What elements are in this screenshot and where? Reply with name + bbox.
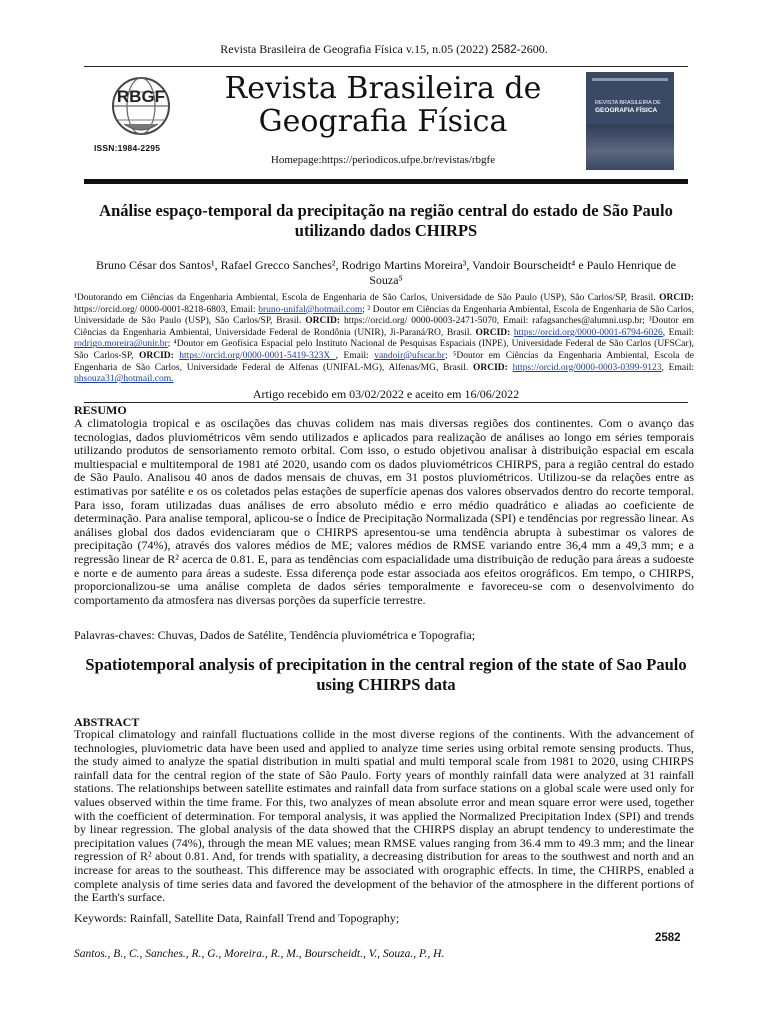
header-rule-top [84, 66, 688, 67]
header-rule-bottom [84, 179, 688, 184]
journal-title-line2: Geografia Física [258, 104, 508, 139]
affil-5-orcid-link[interactable]: https://orcid.org/0000-0003-0399-9123 [512, 362, 662, 373]
abstract-text: Tropical climatology and rainfall fluctuations collide in the most diverse regions of the continents. With the advancement of technologies, pluviometric data have been used and applied to analyze time series using orbital remote sensing products. Thus, the study aimed to analyze the spatial distribution in multi spatial and multi temporal scale from 1981 to 2020, using CHIRPS rainfall data for the central region of the state of São Paulo. Forty years of monthly rainfall data were analyzed at 31 rainfall stations. The relationships between satellite estimates and rainfall data from surface stations on a global scale were used only for values observed within the time frame. For this, two analyzes of mean absolute error and mean square error were used, together with the coefficient of determination. For temporal analysis, it was applied the Normalized Precipitation Index (SPI) and trends by linear regression. The global analysis of the data showed that the CHIRPS display an abrupt tendency to underestimate the precipitation values (74%), through the mean ME values; mean RMSE values ranging from 36.4 mm to 49.3 mm; and the linear regression of R² about 0.81. And, for trends with spatiality, a decreasing distribution for areas to the southwest and north and an increase for areas to the southeast. This difference may be associated with orographic effects. In time, the CHIRPS, enabled a complete analysis of time series data and favored the development of the behavior of the atmosphere in the different portions of the Earth's surface. [74, 727, 694, 905]
cover-strip [592, 78, 668, 81]
running-head [0, 42, 768, 57]
journal-title-line1: Revista Brasileira de [224, 71, 542, 106]
resumo-rule [84, 402, 688, 403]
affil-1-orcid: https://orcid.org/ 0000-0001-8218-6803, Email: [74, 304, 259, 315]
orcid-label-1: ORCID: [659, 293, 694, 303]
cover-line2: GEOGRAFIA FÍSICA [595, 107, 658, 114]
page-number: 2582 [655, 932, 681, 944]
affil-2-orcid: https://orcid.org/ 0000-0003-2471-5070, Email: rafagsanches@alumni.usp.br; [340, 316, 649, 327]
affil-3-email-link[interactable]: rodrigo.moreira@unir.br [74, 339, 168, 350]
abstract-heading: ABSTRACT [74, 715, 140, 729]
orcid-label-2: ORCID: [305, 316, 341, 327]
running-head-text: Revista Brasileira de Geografia Física v.15, n.05 (2022) [220, 42, 492, 56]
affil-3-email-label: , Email: [662, 327, 695, 338]
affiliations [74, 293, 694, 386]
journal-homepage[interactable]: Homepage:https://periodicos.ufpe.br/revistas/rbgfe [270, 154, 496, 166]
affil-4: ; ⁴Doutor em Geofísica Espacial pelo Instituto Nacional de Pesquisas Espaciais (INPE), Universidade Federal de São Carlos (UFSCar), São Carlos-SP, [74, 339, 694, 361]
orcid-label-4: ORCID: [138, 350, 174, 361]
footer-citation: Santos., B., C., Sanches., R., G., Moreira., R., M., Bourscheidt., V., Souza., P., H. [74, 948, 445, 960]
keywords-en: Keywords: Rainfall, Satellite Data, Rainfall Trend and Topography; [74, 911, 400, 925]
running-head-pages: 2582 [491, 44, 517, 56]
journal-cover [586, 72, 674, 170]
affil-4-email-label: , Email: [335, 350, 375, 361]
affil-3: ³Doutor em Ciências da Engenharia Ambiental, Universidade Federal de Rondônia (UNIR), Ji-Paraná/RO, Brasil. [74, 316, 694, 338]
resumo-heading: RESUMO [74, 403, 127, 417]
running-head-pages-rest: -2600. [516, 42, 548, 56]
cover-line1: REVISTA BRASILEIRA DE [595, 100, 661, 106]
journal-title [218, 72, 548, 138]
affil-5-email-label: , Email: [661, 362, 695, 373]
affil-5-email-link[interactable]: phsouza31@hotmail.com. [74, 374, 174, 385]
keywords-pt: Palavras-chaves: Chuvas, Dados de Satélite, Tendência pluviométrica e Topografia; [74, 628, 476, 642]
affil-2: ; ² Doutor em Ciências da Engenharia Ambiental, Escola de Engenharia de São Carlos, Universidade de São Paulo (USP), São Carlos/SP, Brasil. [74, 304, 694, 327]
orcid-label-5: ORCID: [472, 362, 508, 373]
resumo-text: A climatologia tropical e as oscilações das chuvas colidem nas mais diversas regiões dos continentes. Com o avanço das tecnologias, dados pluviométricos vêm sendo utilizados e aplicados para realização de análises ao longo em séries temporais utilizando produtos de sensoriamento remoto orbital. Com isso, o estudo objetivou analisar à distribuição espacial em escala multiespacial e multitemporal de 1981 até 2020, usando com os dados pluviométricos CHIRPS, para a região central do estado de São Paulo. Analisou 40 anos de dados mensais de chuvas, em 31 postos pluviométricos. Utilizou-se da relações entre as estimativas por satélite e os os coletados pelas estações de superfície apenas dos valores observados dentro do recorte temporal. Para isso, foram utilizadas duas análises de erro absoluto médio e erro médio quadrático e aliadas ao coeficiente de determinação. Para analise temporal, aplicou-se o Índice de Precipitação Normalizada (SPI) e tendências por regressão linear. As análises global dos dados evidenciaram que o CHIRPS apresentou-se uma tendência abrupta à subestimar os valores de precipitação (74%), através dos valores médios de ME; valores médios de RMSE variando entre 36,4 mm a 49,3 mm; e a regressão linear de R² acerca de 0.81. E, para as tendências com espacialidade uma distribuição de redução para áreas a sudoeste e norte e de aumento para áreas a sudeste. Essa diferença pode estar associada aos efeitos orográficos. Em tempo, o CHIRPS, proporcionalizou-se uma análise completa de dados séries temporalmente e favoreceu-se com o desenvolvimento do comportamento da atmosfera nas diversas porções da superfície terrestre. [74, 416, 694, 607]
cover-title [595, 100, 671, 115]
affil-1-email-link[interactable]: bruno-unifal@hotmail.com [258, 304, 363, 315]
received-date: Artigo recebido em 03/02/2022 e aceito em 16/06/2022 [252, 387, 520, 401]
issn: ISSN:1984-2295 [94, 143, 161, 153]
article-title-pt: Análise espaço-temporal da precipitação na região central do estado de São Paulo utilizando dados CHIRPS [99, 201, 673, 240]
affil-4-orcid-link[interactable]: https://orcid.org/0000-0001-5419-323X [179, 350, 336, 361]
orcid-label-3: ORCID: [475, 327, 511, 338]
affil-3-orcid-link[interactable]: https://orcid.org/0000-0001-6794-6026 [513, 327, 663, 338]
affil-4-email-link[interactable]: vandoir@ufscar.br [374, 350, 445, 361]
article-title-en: Spatiotemporal analysis of precipitation in the central region of the state of Sao Paulo using CHIRPS data [85, 655, 687, 694]
authors: Bruno César dos Santos¹, Rafael Grecco Sanches², Rodrigo Martins Moreira³, Vandoir Bourscheidt⁴ e Paulo Henrique de Souza⁵ [96, 258, 676, 287]
affil-5: ; ⁵Doutor em Ciências da Engenharia Ambiental, Escola de Engenharia de São Carlos, Universidade Federal de Alfenas (UNIFAL-MG), Alfenas/MG, Brasil. [74, 350, 694, 373]
cover-image [586, 124, 674, 170]
affil-1: ¹Doutorando em Ciências da Engenharia Ambiental, Escola de Engenharia de São Carlos, Universidade de São Paulo (USP), São Carlos/SP, Brasil. [74, 293, 656, 303]
logo-text: RBGF [116, 87, 166, 106]
